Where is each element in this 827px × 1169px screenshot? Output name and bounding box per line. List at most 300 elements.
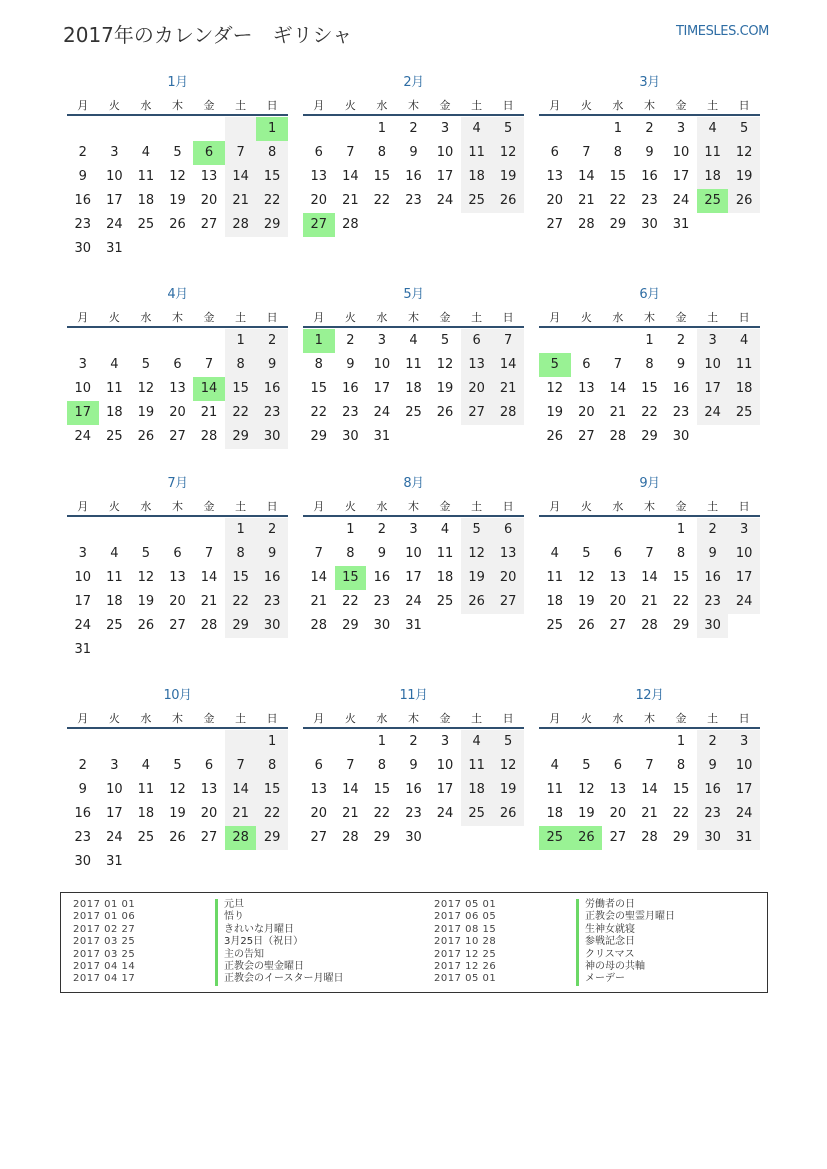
day-cell: 13 — [609, 782, 627, 797]
day-cell: 23 — [405, 193, 422, 208]
weekday-label: 日 — [502, 500, 514, 513]
day-cell: 7 — [492, 329, 524, 353]
day-cell: 15 — [335, 566, 367, 590]
day-cell: 4 — [141, 758, 151, 773]
weekday-label: 金 — [675, 311, 687, 324]
day-cell: 25 — [137, 217, 155, 232]
day-cell: 11 — [405, 357, 422, 372]
weekday-header — [303, 499, 524, 517]
day-cell: 29 — [373, 830, 391, 845]
weekday-label: 日 — [266, 99, 278, 112]
day-cell: 25 — [539, 826, 571, 850]
legend-holiday-name: 主の告知 — [215, 949, 264, 961]
day-cell: 17 — [405, 570, 422, 585]
day-grid — [539, 117, 760, 237]
day-cell: 17 — [672, 169, 690, 184]
day-grid — [67, 117, 288, 261]
legend-holiday-name: 生神女就寝 — [576, 924, 635, 936]
day-cell: 22 — [310, 405, 328, 420]
day-cell: 23 — [373, 594, 391, 609]
empty-cell — [162, 518, 194, 542]
weekday-label: 水 — [612, 311, 624, 324]
weekday-label: 水 — [140, 500, 152, 513]
day-cell: 24 — [728, 590, 760, 614]
day-cell: 2 — [409, 121, 418, 136]
empty-cell — [130, 117, 162, 141]
day-cell: 28 — [200, 429, 218, 444]
day-cell: 19 — [436, 381, 454, 396]
legend-date: 2017 12 25 — [434, 948, 497, 960]
day-cell: 20 — [461, 377, 493, 401]
day-cell: 4 — [728, 329, 760, 353]
day-cell: 15 — [672, 782, 690, 797]
day-cell: 15 — [310, 381, 328, 396]
day-cell: 3 — [78, 546, 87, 561]
day-cell: 8 — [645, 357, 654, 372]
weekday-label: 金 — [439, 500, 451, 513]
weekday-header — [67, 310, 288, 328]
weekday-header — [303, 711, 524, 729]
day-cell: 21 — [492, 377, 524, 401]
day-cell: 9 — [645, 145, 654, 160]
empty-cell — [225, 638, 257, 662]
day-cell: 21 — [225, 802, 257, 826]
day-cell: 11 — [461, 754, 493, 778]
day-cell: 27 — [169, 618, 186, 633]
day-grid — [303, 730, 524, 850]
day-cell: 30 — [672, 429, 690, 444]
empty-cell — [429, 614, 461, 638]
day-cell: 3 — [409, 522, 418, 537]
day-cell: 6 — [173, 546, 182, 561]
legend-holiday-name: クリスマス — [576, 949, 635, 961]
weekday-label: 木 — [643, 712, 655, 725]
day-cell: 25 — [106, 618, 123, 633]
day-cell: 8 — [676, 758, 686, 773]
day-cell: 13 — [169, 381, 186, 396]
day-cell: 16 — [74, 193, 92, 208]
day-cell: 1 — [645, 333, 654, 348]
weekday-label: 月 — [549, 311, 561, 324]
holiday-legend — [60, 892, 768, 993]
day-cell: 12 — [578, 782, 595, 797]
day-cell: 5 — [461, 518, 493, 542]
day-cell: 4 — [461, 117, 493, 141]
day-cell: 12 — [578, 570, 595, 585]
day-cell: 21 — [225, 189, 257, 213]
page-title: 2017年のカレンダー ギリシャ — [63, 23, 353, 47]
day-cell: 19 — [728, 165, 760, 189]
day-cell: 23 — [405, 806, 422, 821]
empty-cell — [67, 117, 99, 141]
day-cell: 31 — [106, 854, 123, 869]
empty-cell — [193, 518, 225, 542]
day-cell: 22 — [225, 401, 257, 425]
day-cell: 27 — [310, 830, 328, 845]
day-cell: 12 — [546, 381, 564, 396]
day-cell: 6 — [550, 145, 559, 160]
day-cell: 17 — [373, 381, 391, 396]
day-cell: 20 — [609, 594, 627, 609]
month-block — [539, 74, 760, 237]
weekday-label: 金 — [675, 500, 687, 513]
day-cell: 11 — [546, 570, 564, 585]
day-cell: 1 — [256, 730, 288, 754]
day-cell: 20 — [169, 594, 186, 609]
day-cell: 17 — [436, 782, 454, 797]
month-title: 4月 — [167, 287, 188, 302]
day-cell: 30 — [697, 614, 729, 638]
weekday-header — [539, 499, 760, 517]
day-cell: 21 — [342, 806, 359, 821]
day-cell: 24 — [106, 830, 123, 845]
legend-holiday-name: 神の母の共軸 — [576, 961, 645, 973]
day-cell: 31 — [74, 642, 92, 657]
day-cell: 20 — [200, 193, 218, 208]
empty-cell — [335, 117, 367, 141]
day-cell: 9 — [697, 542, 729, 566]
day-cell: 30 — [256, 425, 288, 449]
day-cell: 22 — [256, 189, 288, 213]
day-cell: 19 — [492, 165, 524, 189]
day-cell: 11 — [106, 570, 123, 585]
day-cell: 31 — [405, 618, 422, 633]
day-cell: 27 — [609, 618, 627, 633]
day-cell: 19 — [578, 594, 595, 609]
day-cell: 30 — [256, 614, 288, 638]
weekday-label: 木 — [643, 311, 655, 324]
empty-cell — [130, 518, 162, 542]
day-cell: 3 — [78, 357, 87, 372]
day-cell: 9 — [346, 357, 355, 372]
day-cell: 27 — [200, 830, 218, 845]
empty-cell — [429, 213, 461, 237]
day-cell: 30 — [342, 429, 359, 444]
day-cell: 18 — [137, 806, 155, 821]
day-cell: 10 — [74, 570, 92, 585]
day-cell: 3 — [676, 121, 686, 136]
day-cell: 4 — [461, 730, 493, 754]
empty-cell — [162, 329, 194, 353]
empty-cell — [256, 638, 288, 662]
day-cell: 21 — [200, 405, 218, 420]
day-cell: 21 — [641, 806, 658, 821]
day-cell: 26 — [492, 189, 524, 213]
weekday-label: 月 — [549, 500, 561, 513]
weekday-label: 土 — [471, 712, 483, 725]
day-cell: 1 — [256, 117, 288, 141]
day-cell: 12 — [169, 169, 186, 184]
day-cell: 16 — [342, 381, 359, 396]
day-cell: 17 — [436, 169, 454, 184]
day-cell: 13 — [169, 570, 186, 585]
day-cell: 28 — [200, 618, 218, 633]
weekday-label: 金 — [675, 712, 687, 725]
day-cell: 19 — [492, 778, 524, 802]
day-cell: 9 — [676, 357, 686, 372]
day-cell: 8 — [676, 546, 686, 561]
day-cell: 9 — [409, 145, 418, 160]
day-cell: 2 — [256, 518, 288, 542]
day-cell: 29 — [609, 217, 627, 232]
weekday-label: 火 — [344, 99, 356, 112]
weekday-label: 水 — [612, 500, 624, 513]
weekday-header — [539, 310, 760, 328]
day-cell: 19 — [578, 806, 595, 821]
day-cell: 10 — [697, 353, 729, 377]
day-cell: 23 — [672, 405, 690, 420]
day-cell: 29 — [256, 826, 288, 850]
day-cell: 14 — [200, 570, 218, 585]
month-block — [303, 687, 524, 850]
day-cell: 24 — [106, 217, 123, 232]
day-cell: 5 — [173, 145, 182, 160]
day-grid — [67, 518, 288, 662]
day-cell: 25 — [697, 189, 729, 213]
day-cell: 13 — [310, 782, 328, 797]
day-cell: 26 — [728, 189, 760, 213]
empty-cell — [225, 117, 257, 141]
weekday-label: 火 — [108, 99, 120, 112]
day-cell: 4 — [550, 546, 559, 561]
day-cell: 27 — [169, 429, 186, 444]
month-block — [539, 286, 760, 449]
weekday-label: 木 — [407, 712, 419, 725]
day-cell: 22 — [256, 802, 288, 826]
empty-cell — [571, 730, 603, 754]
empty-cell — [99, 730, 131, 754]
empty-cell — [162, 730, 194, 754]
day-cell: 18 — [728, 377, 760, 401]
day-cell: 22 — [373, 193, 391, 208]
day-cell: 28 — [609, 429, 627, 444]
day-cell: 13 — [200, 782, 218, 797]
weekday-label: 日 — [738, 311, 750, 324]
empty-cell — [461, 213, 493, 237]
day-cell: 17 — [106, 806, 123, 821]
day-cell: 25 — [405, 405, 422, 420]
day-cell: 11 — [137, 782, 155, 797]
day-cell: 1 — [613, 121, 623, 136]
weekday-label: 月 — [77, 500, 89, 513]
day-cell: 6 — [314, 758, 323, 773]
day-cell: 12 — [169, 782, 186, 797]
day-cell: 2 — [645, 121, 654, 136]
day-cell: 7 — [613, 357, 623, 372]
day-cell: 15 — [256, 165, 288, 189]
day-cell: 25 — [106, 429, 123, 444]
day-cell: 1 — [676, 734, 686, 749]
day-cell: 2 — [78, 145, 87, 160]
empty-cell — [67, 518, 99, 542]
day-cell: 27 — [546, 217, 564, 232]
day-cell: 29 — [310, 429, 328, 444]
empty-cell — [634, 730, 666, 754]
day-cell: 23 — [697, 590, 729, 614]
weekday-label: 日 — [738, 712, 750, 725]
legend-holiday-name: 正教会の聖金曜日 — [215, 961, 304, 973]
day-cell: 28 — [641, 618, 658, 633]
day-cell: 5 — [141, 546, 151, 561]
empty-cell — [602, 329, 634, 353]
day-cell: 30 — [641, 217, 658, 232]
day-cell: 2 — [346, 333, 355, 348]
day-cell: 9 — [78, 782, 87, 797]
day-cell: 9 — [256, 353, 288, 377]
day-cell: 27 — [303, 213, 335, 237]
day-cell: 10 — [436, 758, 454, 773]
day-cell: 26 — [578, 618, 595, 633]
weekday-label: 水 — [140, 99, 152, 112]
day-cell: 10 — [728, 754, 760, 778]
day-cell: 28 — [342, 830, 359, 845]
day-cell: 23 — [74, 830, 92, 845]
month-title: 3月 — [639, 75, 660, 90]
weekday-label: 土 — [235, 311, 247, 324]
weekday-label: 日 — [266, 311, 278, 324]
day-cell: 23 — [74, 217, 92, 232]
weekday-label: 土 — [707, 500, 719, 513]
empty-cell — [303, 117, 335, 141]
day-cell: 25 — [461, 802, 493, 826]
weekday-header — [67, 499, 288, 517]
day-cell: 10 — [74, 381, 92, 396]
weekday-header — [67, 711, 288, 729]
empty-cell — [492, 213, 524, 237]
day-cell: 2 — [409, 734, 418, 749]
weekday-label: 日 — [738, 99, 750, 112]
day-cell: 20 — [169, 405, 186, 420]
weekday-label: 月 — [77, 712, 89, 725]
day-cell: 18 — [137, 193, 155, 208]
day-cell: 23 — [641, 193, 658, 208]
weekday-label: 火 — [580, 99, 592, 112]
day-cell: 3 — [110, 145, 119, 160]
weekday-label: 月 — [77, 311, 89, 324]
day-cell: 6 — [461, 329, 493, 353]
month-block — [303, 74, 524, 237]
day-cell: 15 — [641, 381, 658, 396]
day-cell: 26 — [571, 826, 603, 850]
day-cell: 4 — [110, 546, 119, 561]
day-cell: 29 — [672, 830, 690, 845]
weekday-label: 土 — [235, 712, 247, 725]
day-cell: 16 — [405, 169, 422, 184]
day-cell: 28 — [310, 618, 328, 633]
empty-cell — [162, 638, 194, 662]
day-cell: 24 — [373, 405, 391, 420]
day-cell: 18 — [697, 165, 729, 189]
day-cell: 23 — [256, 590, 288, 614]
day-cell: 24 — [74, 618, 92, 633]
legend-date: 2017 08 15 — [434, 923, 497, 935]
day-cell: 27 — [578, 429, 595, 444]
weekday-label: 日 — [502, 99, 514, 112]
day-cell: 5 — [582, 758, 591, 773]
day-cell: 14 — [641, 570, 658, 585]
day-cell: 12 — [436, 357, 454, 372]
day-cell: 2 — [697, 730, 729, 754]
day-cell: 31 — [672, 217, 690, 232]
weekday-label: 土 — [707, 311, 719, 324]
empty-cell — [429, 826, 461, 850]
day-cell: 21 — [200, 594, 218, 609]
day-cell: 7 — [346, 758, 355, 773]
month-title: 1月 — [167, 75, 188, 90]
day-cell: 7 — [582, 145, 591, 160]
day-cell: 27 — [200, 217, 218, 232]
day-cell: 8 — [613, 145, 623, 160]
day-cell: 14 — [342, 782, 359, 797]
day-cell: 2 — [377, 522, 387, 537]
day-cell: 3 — [440, 734, 450, 749]
empty-cell — [728, 213, 760, 237]
month-title: 12月 — [635, 688, 664, 703]
day-cell: 18 — [461, 165, 493, 189]
empty-cell — [728, 425, 760, 449]
day-cell: 16 — [672, 381, 690, 396]
day-cell: 24 — [436, 193, 454, 208]
day-cell: 13 — [200, 169, 218, 184]
month-block — [67, 286, 288, 449]
legend-date: 2017 06 05 — [434, 911, 497, 923]
day-cell: 20 — [578, 405, 595, 420]
day-cell: 3 — [697, 329, 729, 353]
day-cell: 1 — [225, 518, 257, 542]
day-cell: 24 — [436, 806, 454, 821]
day-cell: 23 — [342, 405, 359, 420]
legend-holiday-name: きれいな月曜日 — [215, 924, 294, 936]
empty-cell — [492, 826, 524, 850]
legend-date: 2017 04 14 — [73, 960, 136, 972]
day-cell: 7 — [645, 758, 654, 773]
day-cell: 5 — [539, 353, 571, 377]
day-cell: 11 — [461, 141, 493, 165]
legend-date: 2017 12 26 — [434, 960, 497, 972]
day-cell: 17 — [106, 193, 123, 208]
empty-cell — [539, 730, 571, 754]
empty-cell — [429, 425, 461, 449]
day-cell: 6 — [173, 357, 182, 372]
day-cell: 16 — [256, 377, 288, 401]
day-cell: 1 — [346, 522, 355, 537]
day-cell: 8 — [225, 353, 257, 377]
day-cell: 29 — [225, 425, 257, 449]
day-cell: 6 — [492, 518, 524, 542]
day-cell: 8 — [314, 357, 323, 372]
day-cell: 28 — [342, 217, 359, 232]
day-cell: 3 — [377, 333, 387, 348]
day-cell: 9 — [409, 758, 418, 773]
day-cell: 27 — [461, 401, 493, 425]
day-cell: 8 — [346, 546, 355, 561]
day-cell: 10 — [672, 145, 690, 160]
day-cell: 7 — [225, 141, 257, 165]
day-cell: 10 — [106, 782, 123, 797]
legend-date: 2017 03 25 — [73, 936, 136, 948]
day-cell: 28 — [492, 401, 524, 425]
day-cell: 31 — [373, 429, 391, 444]
empty-cell — [130, 329, 162, 353]
empty-cell — [697, 425, 729, 449]
day-cell: 14 — [342, 169, 359, 184]
day-cell: 16 — [641, 169, 658, 184]
day-cell: 18 — [546, 594, 564, 609]
day-cell: 14 — [310, 570, 328, 585]
day-cell: 18 — [405, 381, 422, 396]
day-cell: 3 — [110, 758, 119, 773]
day-cell: 19 — [169, 806, 186, 821]
